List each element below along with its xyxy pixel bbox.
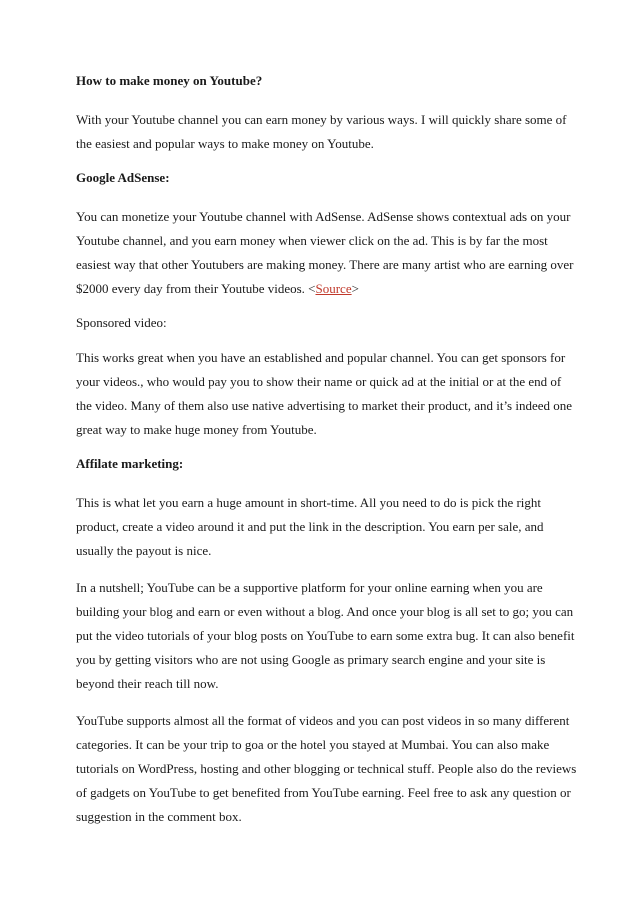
intro-paragraph: With your Youtube channel you can earn money by various ways. I will quickly share some of the easiest and popular ways to make money on Youtube.: [76, 112, 567, 151]
nutshell-paragraph: In a nutshell; YouTube can be a supportive platform for your online earning when you are building your blog and earn or even without a blog. And once your blog is all set to go; you can put the video tutorials of your blog posts on YouTube to earn some extra bug. It can also benefit you by getting visitors who are not using Google as primary search engine and your site is beyond their reach till now.: [76, 580, 575, 691]
section-heading-sponsored: Sponsored video:: [76, 315, 167, 330]
source-link[interactable]: Source: [315, 281, 352, 296]
adsense-paragraph: [76, 205, 578, 301]
formats-paragraph: YouTube supports almost all the format of videos and you can post videos in so many different categories. It can be your trip to goa or the hotel you stayed at Mumbai. You can also make tutorials on WordPress, hosting and other blogging or technical stuff. People also do the reviews of gadgets on YouTube to get benefited from YouTube earning. Feel free to ask any question or suggestion in the comment box.: [76, 713, 577, 824]
adsense-text: You can monetize your Youtube channel with AdSense. AdSense shows contextual ads on your Youtube channel, and you earn money when viewer click on the ad. This is by far the most easiest way that other Youtubers are making money. There are many artist who are earning over $2000 every day from their Youtube videos. <: [76, 209, 574, 296]
section-heading-adsense: Google AdSense:: [76, 170, 170, 185]
sponsored-paragraph: This works great when you have an established and popular channel. You can get sponsors for your videos., who would pay you to show their name or quick ad at the initial or at the end of the video. Many of them also use native advertising to market their product, and it’s indeed one great way to make huge money from Youtube.: [76, 350, 573, 437]
document-title: How to make money on Youtube?: [76, 73, 263, 88]
section-heading-affiliate: Affilate marketing:: [76, 456, 184, 471]
document-page: [76, 72, 578, 842]
affiliate-paragraph: This is what let you earn a huge amount in short-time. All you need to do is pick the right product, create a video around it and put the link in the description. You earn per sale, and usually the payout is nice.: [76, 495, 544, 558]
adsense-text-end: >: [351, 281, 359, 296]
